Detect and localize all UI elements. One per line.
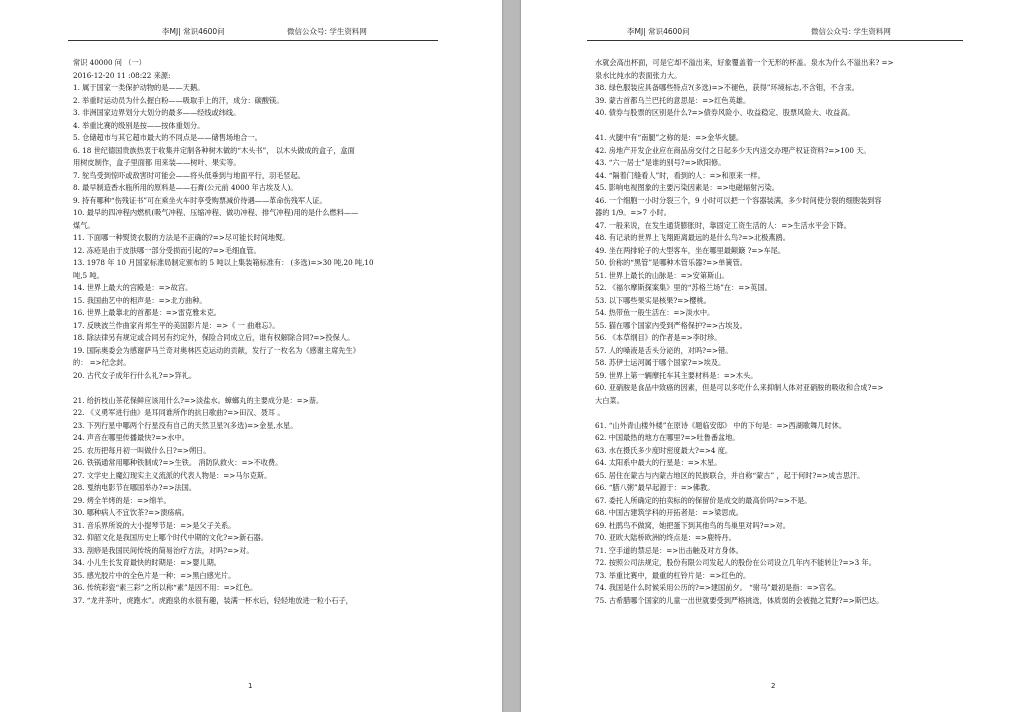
text-line: 67. 委托人所确定的拍卖标的的保留价是成交的最高价吗?=>不是。 — [595, 495, 812, 505]
text-line: 38. 绿色服装应具备哪些特点?(多选)=>不褪色，获得”环境标志,不含钼，不含汞。 — [595, 83, 859, 92]
text-line: 50. 价称的“黑管”是哪种木管乐器?=>单簧管。 — [595, 258, 747, 267]
text-line: 5. 仓储超市与其它超市最大的不同点是——储售场地合一。 — [73, 133, 262, 142]
text-line: 68. 中国古建筑学科的开拓者是：=>梁思成。 — [595, 508, 743, 517]
text-line: 44. “隔着门缝看人”时，看到的人：=>和原来一样。 — [595, 170, 765, 180]
text-line: 的： =>纪念封。 — [73, 358, 131, 367]
page-header-right: 微信公众号: 学生资料网 — [811, 27, 891, 36]
text-line: 4. 举重比赛的级别是按——按体重划分。 — [73, 120, 205, 130]
text-line: 17. 反映波兰作曲家肖邦生平的美国影片是：=>《 一 曲难忘》。 — [73, 320, 280, 330]
page-header-left: 李MJ| 常识4600问 — [627, 27, 690, 36]
text-line: 35. 感光胶片中的全色片是一种：=>黑白感光片。 — [73, 570, 236, 580]
text-line: 42. 房地产开发企业应在商品房交付之日起多少天内送交办理产权证资料?=>100 天。 — [595, 145, 871, 155]
text-line: 22. 《义勇军进行曲》是耳同谁所作的抗日歌曲?=>田汉、聂耳 。 — [73, 408, 285, 417]
text-line: 8. 最早制造香水瓶所用的原料是——石膏(公元前 4000 年古埃及人)。 — [73, 183, 298, 192]
text-line: 71. 空手道的禁忌是：=>出击触及对方身体。 — [595, 545, 743, 555]
text-line: 煤气。 — [73, 220, 95, 230]
text-line: 大白菜。 — [595, 395, 624, 405]
text-line: 24. 声音在哪里传播最快?=>水中。 — [73, 433, 189, 442]
text-line: 32. 仰韶文化是我国历史上哪个时代中期的文化?=>新石器。 — [73, 533, 268, 542]
text-line: 49. 坐在两排轮子的大型客车，坐在哪里最颠簸 ?=>车尾。 — [595, 245, 786, 255]
text-line: 泉水比纯水的表面张力大。 — [595, 70, 682, 80]
text-line: 43. “六一居士”是谁的别号?=>欧阳修。 — [595, 158, 726, 167]
text-line: 62. 中国最热的地方在哪里?=>吐鲁番盆地。 — [595, 433, 740, 442]
text-line: 14. 世界上最大的宫殿是：=>故宫。 — [73, 283, 193, 292]
text-line: 7. 鸵鸟受到惊吓或敌害时可能会——将头低垂到与地面平行，羽毛竖起。 — [73, 170, 305, 180]
page-header-left: 李MJ| 常识4600问 — [162, 27, 225, 36]
text-line: 48. 有记录的世界上飞翔距离最远的是什么鸟?=>北极燕鸥。 — [595, 233, 790, 242]
text-line: 61. “山外青山楼外楼”在原诗《题临安邸》 中的下句是：=>西湖歌舞几时休。 — [595, 420, 847, 430]
text-line: 59. 世界上第一辆摩托车其主要材料是：=>木头。 — [595, 370, 758, 380]
text-line: 1. 属于国家一类保护动物的是——天鹅。 — [73, 83, 205, 92]
text-line: 70. 亚欧大陆桥欧洲的终点是：=>鹿特丹。 — [595, 533, 736, 542]
text-line: 常识 40000 问 （一） — [73, 58, 146, 67]
text-line: 20. 古代女子成年行什么礼?=>笄礼。 — [73, 370, 197, 380]
text-line: 41. 火腿中有“南腿”之称的是：=>金华火腿。 — [595, 133, 744, 142]
text-line: 2. 举重时运动员为什么握白粉——吸取手上的汗，成分：碳酸镁。 — [73, 95, 284, 105]
text-line: 28. 戛纳电影节在哪国举办?=>法国。 — [73, 483, 197, 492]
text-line: 用树皮制作，盒子里面都 用来装——树叶、果实等。 — [73, 158, 241, 167]
text-line: 10. 最早的四冲程内燃机(吸气冲程、压缩冲程、做功冲程、排气冲程)用的是什么燃料—— — [73, 208, 359, 217]
text-line: 9. 持有哪种“伤残证书”可在乘坐火车时享受购票减价待遇——革命伤残军人证。 — [73, 195, 327, 205]
text-line: 63. 水在摄氏多少度时密度最大?=>4 度。 — [595, 445, 733, 455]
text-line: 46. 一个细胞一小时分裂三个，9 小时可以把一个容器装满，多少时间使分裂的细胞装到容 — [595, 195, 882, 205]
text-line: 11. 下面哪一种熨烫衣服的方法是不正确的?=>尽可能长时间地熨。 — [73, 233, 290, 242]
text-line: 25. 农历把每月初一叫做什么日?=>朔日。 — [73, 445, 211, 455]
text-line: 39. 蒙古首都乌兰巴托的意思是：=>红色英雄。 — [595, 95, 751, 105]
text-line: 6. 18 世纪德国贵族热衷于收集并定制各种树木做的“木头书”， 以木头做成的盒子，盒面 — [73, 145, 355, 155]
text-line: 2016-12-20 11 :08:22 来源: — [73, 70, 171, 80]
header-divider — [68, 40, 438, 41]
text-line: 36. 传统彩瓷“素三彩”之所以称“素”是因不用：=>红色。 — [73, 583, 258, 592]
text-line: 64. 太阳系中最大的行星是：=>木星。 — [595, 458, 722, 467]
text-line: 69. 杜鹃鸟不做窝，她把蛋下到其他鸟的鸟巢里对吗?=>对。 — [595, 520, 790, 530]
text-line: 58. 苏伊士运河属于哪个国家?=>埃及。 — [595, 358, 726, 367]
text-line: 66. “腊八粥”最早起源于：=>佛教。 — [595, 483, 715, 492]
text-line: 3. 非洲国家边界划分大划分的最多——经线或纬线。 — [73, 108, 241, 117]
text-line: 75. 古希腊哪个国家的儿童一出世就要受到严格挑选，体质弱的会被抛之荒野?=>斯巴达。 — [595, 595, 884, 605]
header-divider — [587, 40, 963, 41]
text-line: 65. 居住在蒙古与内蒙古地区的民族联合，并自称“蒙古” ，起于何时?=>成吉思汗。 — [595, 470, 865, 480]
text-line: 34. 小儿生长发育最快的时期是：=>婴儿期。 — [73, 558, 221, 567]
text-line: 52. 《福尔摩斯探案集》里的“苏格兰场”在：=>英国。 — [595, 283, 772, 292]
text-line: 21. 给折枝山茶花保鲜应该用什么?=>淡盐水。蟑螂丸的主要成分是：=>萘。 — [73, 395, 324, 405]
text-line: 30. 哪种病人不宜饮茶?=>溃疡病。 — [73, 508, 189, 517]
text-line: 16. 世界上最靠北的首都是：=>雷克雅未克。 — [73, 308, 221, 317]
text-line: 37. “龙井茶叶，虎跑水”。虎跑泉的水很有趣，装满一杯水后，轻轻地放进一粒小石子， — [73, 595, 353, 605]
text-line: 吨,5 吨。 — [73, 270, 104, 280]
text-line: 54. 热带鱼一般生活在：=>淡水中。 — [595, 308, 715, 317]
text-line: 12. 冻疮是由于皮肤哪一部分受损而引起的?=>毛细血管。 — [73, 245, 261, 255]
text-line: 45. 影响电视图象的主要污染因素是：=>电磁辐射污染。 — [595, 183, 779, 192]
text-line: 74. 我国是什么时候采用公历的?=>建国前夕。 “驸马”最初是指：=>官名。 — [595, 583, 841, 592]
text-line: 60. 亚硝胺是食品中致癌的因素，但是可以多吃什么来抑制人体对亚硝胺的吸收和合成?=> — [595, 383, 884, 392]
text-line: 40. 债券与股票的区别是什么?=>债券风险小、收益稳定、股票风险大、收益高。 — [595, 108, 855, 117]
text-line: 18. 除法律另有规定或合同另有约定外，保险合同成立后，谁有权解除合同?=>投保人。 — [73, 333, 355, 342]
page-number: 1 — [248, 682, 253, 690]
text-line: 23. 下列行星中哪两个行星没有自己的天然卫星?(多选)=>金星,水星。 — [73, 420, 298, 430]
text-line: 15. 我国曲艺中的相声是：=>北方曲种。 — [73, 295, 207, 305]
text-line: 56. 《本草纲目》的作者是=>李时珍。 — [595, 333, 722, 342]
text-line: 31. 音乐界所说的大小提琴节是：=>是父子关系。 — [73, 520, 236, 530]
text-line: 器的 1/9。=>7 小时。 — [595, 208, 671, 217]
text-line: 19. 国际奥委会为感谢萨马兰奇对奥林匹克运动的贡献，发行了一枚名为《感谢主席先生》 — [73, 345, 360, 355]
text-line: 29. 烤全羊烤的是：=>绵羊。 — [73, 495, 171, 505]
text-line: 51. 世界上最长的山脉是：=>安第斯山。 — [595, 270, 729, 280]
text-line: 26. 铁锅通常用哪种铁制成?=>生铁。 消防队救火：=>不收费。 — [73, 458, 283, 467]
text-line: 27. 文学史上魔幻现实主义流派的代表人物是：=>马尔克斯。 — [73, 470, 272, 480]
text-line: 73. 举重比赛中，最重的杠铃片是：=>红色的。 — [595, 570, 751, 580]
page-number: 2 — [771, 682, 776, 690]
page-header-right: 微信公众号: 学生资料网 — [287, 27, 367, 36]
text-line: 47. 一般来说，在发生通货膨胀时，靠固定工资生活的人：=>生活水平会下降。 — [595, 220, 851, 230]
text-line: 72. 按照公司法规定，股份有限公司发起人的股份在公司设立几年内不能转让?=>3 年。 — [595, 558, 876, 567]
text-line: 57. 人的嗓液是舌头分泌的，对吗?=>错。 — [595, 345, 733, 355]
text-line: 55. 猫在哪个国家内受到严格保护?=>古埃及。 — [595, 320, 747, 330]
text-line: 水就会高出杯面，可是它却不溢出来，好象覆盖着一个无形的杯盖。泉水为什么不溢出来? => — [595, 58, 894, 67]
text-line: 33. 刮痧是我国民间传统的简易治疗方法，对吗?=>对。 — [73, 545, 254, 555]
document-page-1 — [0, 0, 502, 712]
text-line: 53. 以下哪些果实是核果?=>樱桃。 — [595, 295, 711, 305]
text-line: 13. 1978 年 10 月国家标准局制定颁布的 5 吨以上集装箱标准有： (多选)=>30 吨,20 吨,10 — [73, 258, 374, 267]
document-page-2 — [521, 0, 1027, 712]
